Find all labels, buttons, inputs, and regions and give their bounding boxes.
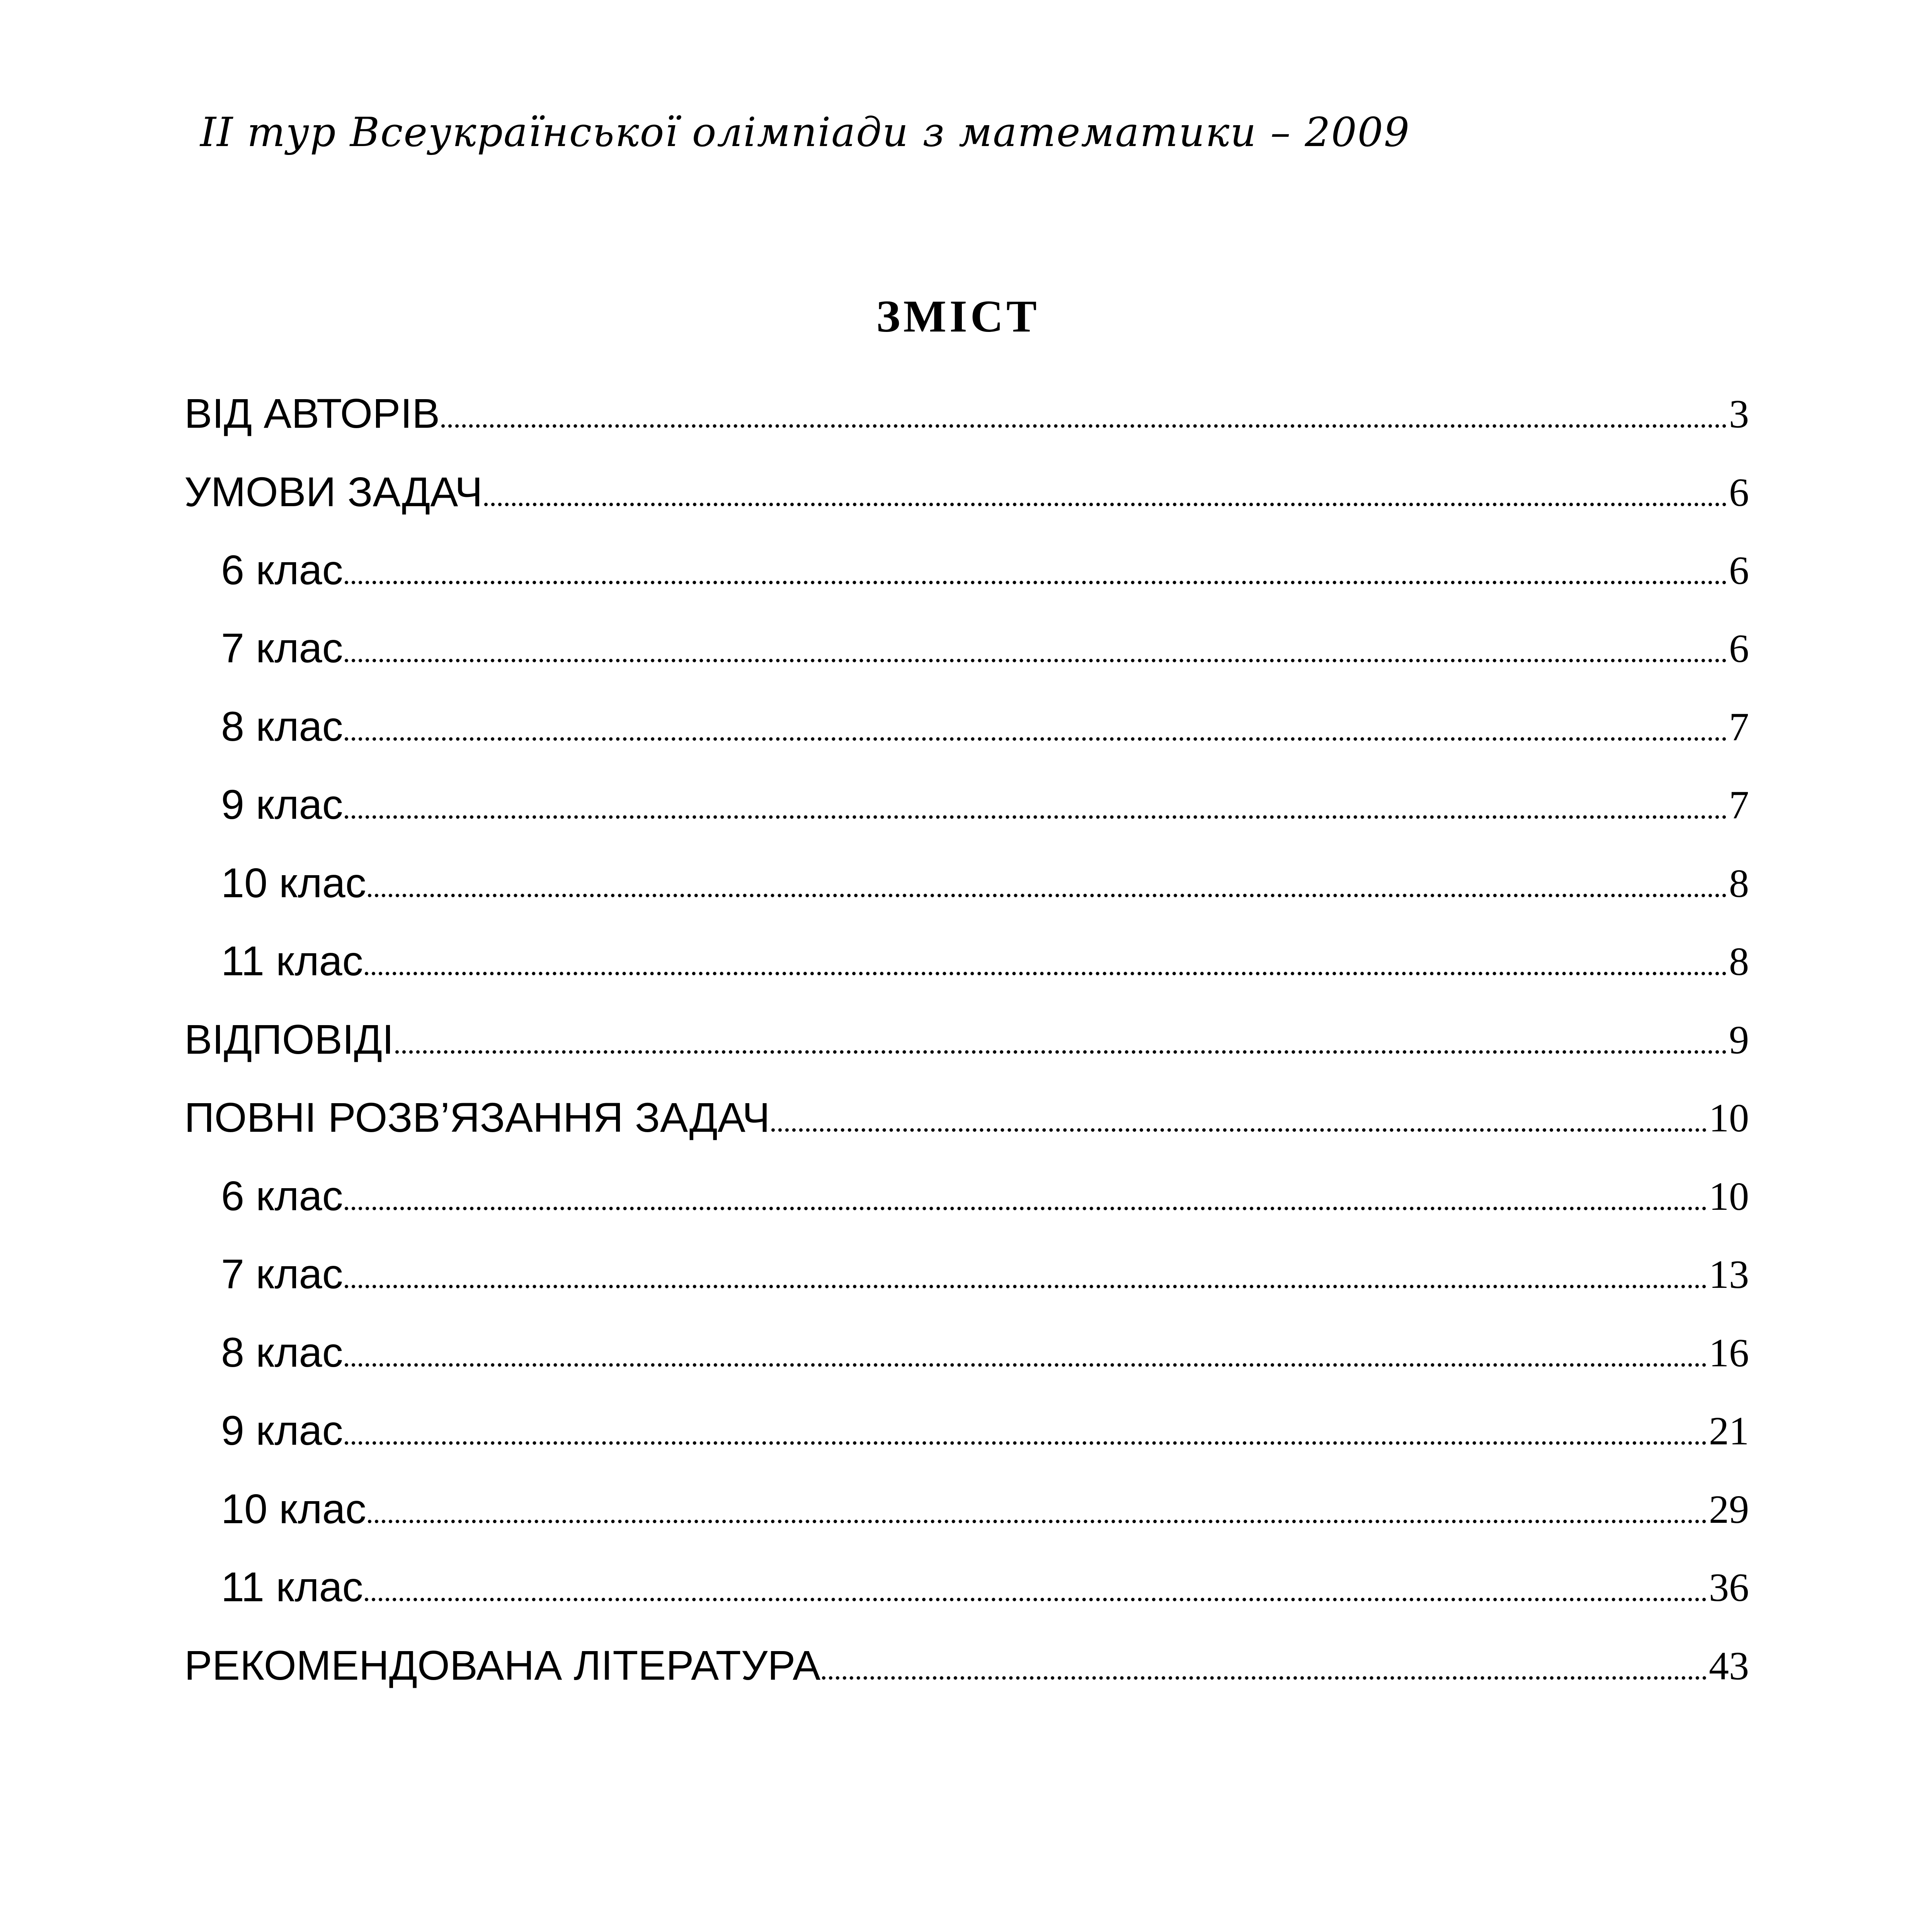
dot-leader — [368, 1519, 1707, 1523]
toc-entry-solutions-grade-7[interactable] — [221, 1241, 1749, 1299]
dot-leader — [822, 1676, 1707, 1680]
toc-entry-label: 9 клас — [221, 1407, 343, 1454]
toc-entry-statements-grade-10[interactable] — [221, 850, 1749, 908]
dot-leader — [345, 737, 1727, 741]
toc-entry-label: 10 клас — [221, 859, 366, 906]
toc-entry-problem-statements[interactable] — [184, 459, 1749, 517]
toc-entry-recommended-literature[interactable] — [184, 1633, 1749, 1690]
toc-entry-page: 6 — [1729, 626, 1749, 671]
toc-entry-label: РЕКОМЕНДОВАНА ЛІТЕРАТУРА — [184, 1642, 821, 1689]
toc-entry-label: ПОВНІ РОЗВ’ЯЗАННЯ ЗАДАЧ — [184, 1094, 770, 1141]
toc-entry-page: 8 — [1729, 861, 1749, 906]
toc-entry-page: 7 — [1729, 783, 1749, 828]
toc-entry-page: 21 — [1709, 1409, 1749, 1454]
dot-leader — [345, 1206, 1707, 1210]
dot-leader — [365, 971, 1727, 975]
toc-entry-page: 7 — [1729, 705, 1749, 750]
toc-entry-page: 9 — [1729, 1018, 1749, 1063]
toc-entry-page: 6 — [1729, 548, 1749, 593]
toc-entry-label: 6 клас — [221, 1172, 343, 1219]
toc-entry-page: 8 — [1729, 939, 1749, 984]
dot-leader — [368, 893, 1727, 897]
toc-entry-solutions-grade-10[interactable] — [221, 1476, 1749, 1534]
toc-entry-label: 9 клас — [221, 781, 343, 828]
dot-leader — [345, 1363, 1707, 1367]
dot-leader — [395, 1050, 1727, 1054]
toc-entry-page: 29 — [1709, 1487, 1749, 1532]
toc-entry-page: 10 — [1709, 1096, 1749, 1141]
toc-entry-label: 11 клас — [221, 937, 363, 985]
toc-entry-label: 10 клас — [221, 1485, 366, 1532]
toc-entry-from-authors[interactable] — [184, 381, 1749, 439]
dot-leader — [345, 1441, 1707, 1445]
toc-entry-page: 13 — [1709, 1252, 1749, 1297]
toc-entry-solutions-grade-11[interactable] — [221, 1554, 1749, 1612]
toc-entry-label: ВІД АВТОРІВ — [184, 390, 440, 437]
toc-entry-solutions-grade-6[interactable] — [221, 1163, 1749, 1221]
toc-entry-label: 11 клас — [221, 1563, 363, 1611]
toc-title: ЗМІСТ — [876, 291, 1040, 342]
toc-entry-statements-grade-11[interactable] — [221, 928, 1749, 986]
toc-entry-label: 7 клас — [221, 624, 343, 672]
toc-entry-page: 10 — [1709, 1174, 1749, 1219]
toc-entry-solutions-grade-9[interactable] — [221, 1398, 1749, 1456]
dot-leader — [345, 815, 1727, 819]
dot-leader — [345, 580, 1727, 584]
dot-leader — [441, 424, 1727, 428]
toc-entry-page: 6 — [1729, 470, 1749, 515]
toc-entry-label: ВІДПОВІДІ — [184, 1016, 394, 1063]
dot-leader — [365, 1597, 1707, 1601]
toc-entry-page: 3 — [1729, 392, 1749, 437]
toc-entry-statements-grade-6[interactable] — [221, 537, 1749, 595]
toc-entry-full-solutions[interactable] — [184, 1085, 1749, 1143]
toc-entry-label: 8 клас — [221, 703, 343, 750]
toc-entry-statements-grade-8[interactable] — [221, 694, 1749, 752]
toc-entry-statements-grade-7[interactable] — [221, 615, 1749, 673]
toc-entry-page: 36 — [1709, 1565, 1749, 1610]
dot-leader — [484, 502, 1727, 506]
toc-entry-page: 43 — [1709, 1644, 1749, 1689]
toc-entry-label: 7 клас — [221, 1250, 343, 1298]
dot-leader — [345, 1284, 1707, 1288]
dot-leader — [771, 1128, 1707, 1132]
toc-entry-label: УМОВИ ЗАДАЧ — [184, 468, 483, 515]
toc-entry-solutions-grade-8[interactable] — [221, 1320, 1749, 1378]
running-header: II тур Всеукраїнської олімпіади з математики – 2009 — [200, 109, 1411, 156]
toc-entry-page: 16 — [1709, 1331, 1749, 1376]
dot-leader — [345, 658, 1727, 662]
toc-entry-answers[interactable] — [184, 1007, 1749, 1065]
toc-entry-statements-grade-9[interactable] — [221, 772, 1749, 830]
toc-entry-label: 8 клас — [221, 1329, 343, 1376]
toc-entry-label: 6 клас — [221, 546, 343, 594]
